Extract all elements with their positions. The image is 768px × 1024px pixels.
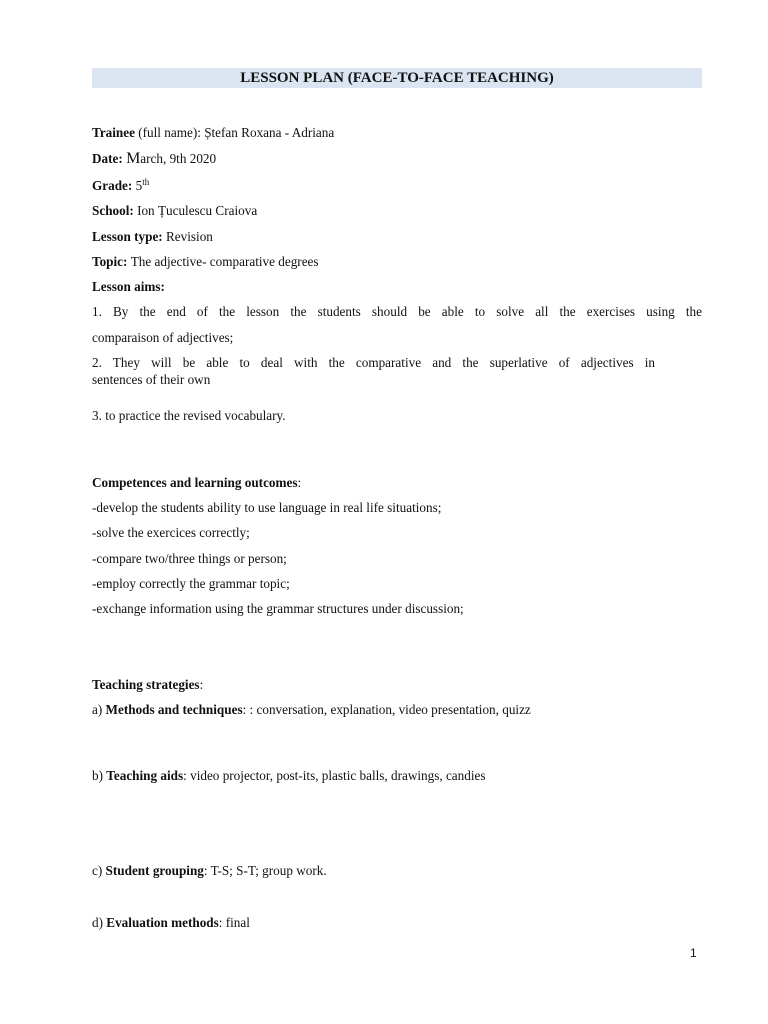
strategy-methods-value: : : conversation, explanation, video presentation, quizz: [242, 702, 531, 717]
topic-value: The adjective- comparative degrees: [130, 254, 319, 269]
trainee-label: Trainee: [92, 125, 135, 140]
strategy-aids-prefix: b): [92, 768, 107, 783]
trainee-value: Ștefan Roxana - Adriana: [204, 125, 335, 140]
grade-suffix: th: [142, 177, 150, 187]
strategies-colon: :: [199, 677, 204, 692]
topic-label: Topic:: [92, 254, 131, 269]
page-number: 1: [690, 946, 697, 960]
date-value-initial: M: [126, 150, 141, 167]
date-label: Date:: [92, 151, 127, 166]
school-value: Ion Țuculescu Craiova: [137, 203, 258, 218]
lesson-type-label: Lesson type:: [92, 229, 166, 244]
aim-1-line-1: 1. By the end of the lesson the students should be able to solve all the exercises using the: [92, 304, 702, 319]
competence-item: -compare two/three things or person;: [92, 551, 287, 566]
competences-colon: :: [297, 475, 302, 490]
strategy-grouping: [92, 863, 327, 879]
topic-line: [92, 254, 319, 270]
date-line: [92, 151, 216, 167]
strategy-methods-prefix: a): [92, 702, 106, 717]
aim-3: 3. to practice the revised vocabulary.: [92, 408, 286, 423]
strategies-heading: [92, 677, 203, 693]
aims-label: Lesson aims:: [92, 279, 165, 294]
strategies-label: Teaching strategies: [92, 677, 200, 692]
competence-item: -solve the exercices correctly;: [92, 525, 250, 540]
competences-heading: [92, 475, 301, 491]
aim-1-line-2: comparaison of adjectives;: [92, 330, 234, 345]
strategy-grouping-label: Student grouping: [105, 863, 204, 878]
lesson-type-value: Revision: [166, 229, 213, 244]
strategy-aids-label: Teaching aids: [106, 768, 184, 783]
grade-line: [92, 178, 149, 194]
strategy-aids: [92, 768, 486, 784]
strategy-grouping-value: : T-S; S-T; group work.: [203, 863, 327, 878]
strategy-grouping-prefix: c): [92, 863, 106, 878]
strategy-evaluation-value: : final: [218, 915, 250, 930]
strategy-aids-value: : video projector, post-its, plastic balls, drawings, candies: [183, 768, 486, 783]
competences-label: Competences and learning outcomes: [92, 475, 298, 490]
competence-item: -exchange information using the grammar structures under discussion;: [92, 601, 464, 616]
strategy-evaluation-prefix: d): [92, 915, 107, 930]
trainee-line: [92, 125, 334, 141]
school-line: [92, 203, 257, 219]
competence-item: -employ correctly the grammar topic;: [92, 576, 290, 591]
competence-item: -develop the students ability to use language in real life situations;: [92, 500, 442, 515]
strategy-methods: [92, 702, 531, 718]
strategy-methods-label: Methods and techniques: [105, 702, 243, 717]
strategy-evaluation: [92, 915, 250, 931]
aims-heading: [92, 279, 165, 295]
grade-value: 5: [135, 178, 143, 193]
trainee-note: (full name):: [134, 125, 205, 140]
lesson-type-line: [92, 229, 213, 245]
page-title: LESSON PLAN (FACE-TO-FACE TEACHING): [92, 68, 702, 88]
aim-2-line-1: 2. They will be able to deal with the comparative and the superlative of adjectives in: [92, 355, 655, 370]
school-label: School:: [92, 203, 138, 218]
date-value: arch, 9th 2020: [140, 151, 217, 166]
strategy-evaluation-label: Evaluation methods: [106, 915, 219, 930]
aim-2-line-2: sentences of their own: [92, 372, 211, 387]
grade-label: Grade:: [92, 178, 136, 193]
